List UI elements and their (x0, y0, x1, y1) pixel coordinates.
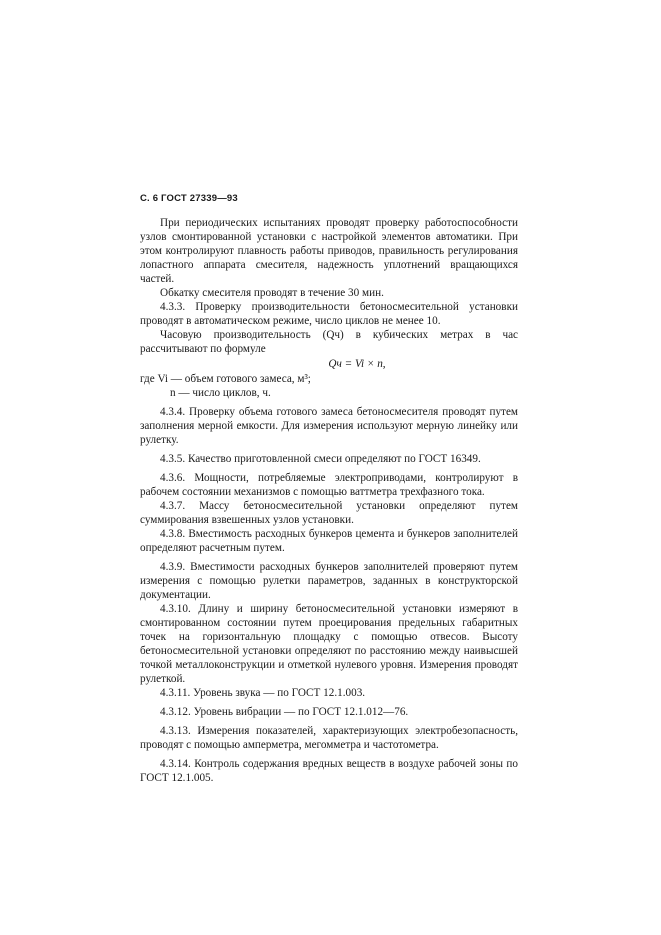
paragraph: 4.3.8. Вместимость расходных бункеров цемента и бункеров заполнителей определяют расчетным путем. (140, 528, 518, 554)
paragraph: 4.3.4. Проверку объема готового замеса бетоносмесителя проводят путем заполнения мерной емкости. Для измерения используют мерную линейку или рулетку. (140, 406, 518, 446)
paragraph: 4.3.3. Проверку производительности бетоносмесительной установки проводят в автоматическом режиме, число циклов не менее 10. (140, 301, 518, 327)
paragraph: 4.3.14. Контроль содержания вредных веществ в воздухе рабочей зоны по ГОСТ 12.1.005. (140, 758, 518, 784)
paragraph: При периодических испытаниях проводят проверку работоспособности узлов смонтированной установки с настройкой элементов автоматики. При этом контролируют плавность работы приводов, правильность регулирования лопастного аппарата смесителя, надежность уплотнений вращающихся частей. (140, 217, 518, 285)
formula-legend (140, 372, 518, 400)
paragraph: 4.3.10. Длину и ширину бетоносмесительной установки измеряют в смонтированном состоянии путем проецирования предельных габаритных точек на горизонтальную площадку с помощью отвесов. Высоту бетоносмесительной установки определяют по расстоянию между наивысшей точкой металлоконструкции и отметкой нулевого уровня. Измерения проводят рулеткой. (140, 603, 518, 685)
page-header: С. 6 ГОСТ 27339—93 (140, 193, 238, 204)
document-page (140, 192, 518, 785)
paragraph: 4.3.7. Массу бетоносмесительной установки определяют путем суммирования взвешенных узлов установки. (140, 500, 518, 526)
paragraph: Часовую производительность (Qч) в кубических метрах в час рассчитывают по формуле (140, 329, 518, 355)
paragraph: Обкатку смесителя проводят в течение 30 мин. (160, 287, 384, 299)
paragraph: 4.3.5. Качество приготовленной смеси определяют по ГОСТ 16349. (160, 453, 481, 465)
legend-line: n — число циклов, ч. (170, 387, 271, 399)
formula: Qч = Vi × n, (328, 358, 386, 370)
paragraph: 4.3.13. Измерения показателей, характеризующих электробезопасность, проводят с помощью амперметра, мегомметра и частотометра. (140, 725, 518, 751)
paragraph: 4.3.9. Вместимости расходных бункеров заполнителей проверяют путем измерения с помощью рулетки параметров, заданных в конструкторской документации. (140, 561, 518, 601)
paragraph: 4.3.11. Уровень звука — по ГОСТ 12.1.003. (160, 687, 366, 699)
paragraph: 4.3.6. Мощности, потребляемые электроприводами, контролируют в рабочем состоянии механизмов с помощью ваттметра трехфазного тока. (140, 472, 518, 498)
paragraph: 4.3.12. Уровень вибрации — по ГОСТ 12.1.012—76. (160, 706, 409, 718)
legend-line: где Vi — объем готового замеса, м³; (140, 373, 311, 385)
